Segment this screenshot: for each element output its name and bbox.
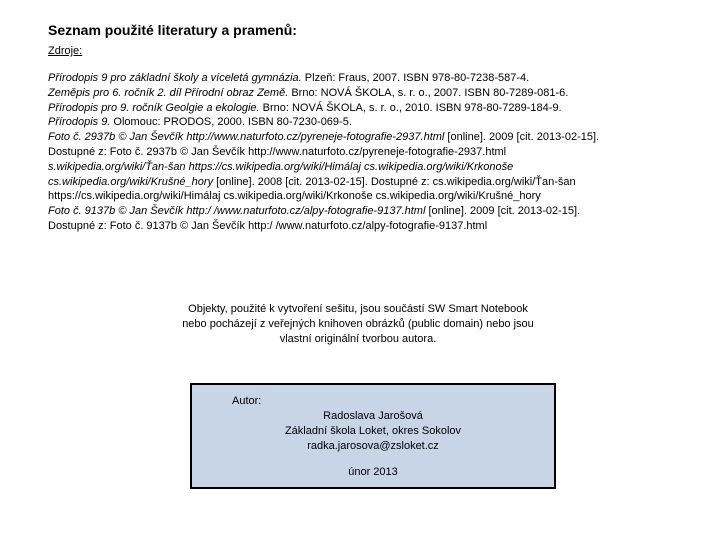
author-details [192,409,554,454]
reference-item [48,160,618,204]
reference-details: Plzeň: Fraus, 2007. ISBN 978-80-7238-587-4. [301,72,530,84]
author-email: radka.jarosova@zsloket.cz [307,440,439,452]
reference-item [48,115,618,130]
reference-details: Brno: NOVÁ ŠKOLA, s. r. o., 2010. ISBN 978-80-7289-184-9. [259,101,562,114]
sources-heading: Zdroje: [48,45,83,57]
author-box [190,383,556,489]
notice-line: nebo pocházejí z veřejných knihoven obrázků (public domain) nebo jsou [182,318,534,330]
reference-title: Přírodopis 9. [48,116,111,129]
reference-details: Olomouc: PRODOS, 2000. ISBN 80-7230-069-5. [110,116,352,129]
reference-title: Přírodopis 9 pro základní školy a víceletá gymnázia. [48,72,302,84]
reference-list [48,71,618,234]
reference-title: Zeměpis pro 6. ročník 2. díl Přírodní obraz Země. [48,86,289,99]
reference-item [48,71,618,86]
reference-item [48,86,618,101]
objects-notice [168,302,548,347]
reference-item [48,101,618,116]
reference-details: [online]. 2008 [cit. 2013-02-15]. Dostupné z: cs.wikipedia.org/wiki/Ťan-šan https://cs.wikipedia.org/wiki/Himálaj cs.wikipedia.org/wiki/Krkonoše cs.wikipedia.org/wiki/Krušné_hory [48,175,576,203]
notice-line: vlastní originální tvorbou autora. [279,333,437,345]
author-name: Radoslava Jarošová [323,410,423,422]
author-label: Autor: [232,395,262,407]
author-school: Základní škola Loket, okres Sokolov [284,425,462,437]
page-title: Seznam použité literatury a pramenů: [48,22,297,38]
reference-title: Foto č. 9137b © Jan Ševčík http:/ /www.naturfoto.cz/alpy-fotografie-9137.html [48,205,426,218]
reference-title: Přírodopis pro 9. ročník Geolgie a ekologie. [48,101,260,114]
reference-details: [online]. 2009 [cit. 2013-02-15]. Dostupné z: Foto č. 9137b © Jan Ševčík http:/ /www.naturfoto.cz/alpy-fotografie-9137.html [48,205,581,232]
reference-details: [online]. 2009 [cit. 2013-02-15]. Dostupné z: Foto č. 2937b © Jan Ševčík http://www.naturfoto.cz/pyreneje-fotografie-2937.html [48,131,600,158]
notice-line: Objekty, použité k vytvoření sešitu, jsou součástí SW Smart Notebook [188,303,528,315]
reference-item [48,204,618,234]
author-date: únor 2013 [348,466,398,478]
reference-title: s.wikipedia.org/wiki/Ťan-šan https://cs.wikipedia.org/wiki/Himálaj cs.wikipedia.org/wiki/Krkonoše cs.wikipedia.org/wiki/Krušné_hory [48,160,514,188]
reference-item [48,130,618,160]
reference-details: Brno: NOVÁ ŠKOLA, s. r. o., 2007. ISBN 80-7289-081-6. [288,86,569,99]
reference-title: Foto č. 2937b © Jan Ševčík http://www.naturfoto.cz/pyreneje-fotografie-2937.html [48,131,445,144]
